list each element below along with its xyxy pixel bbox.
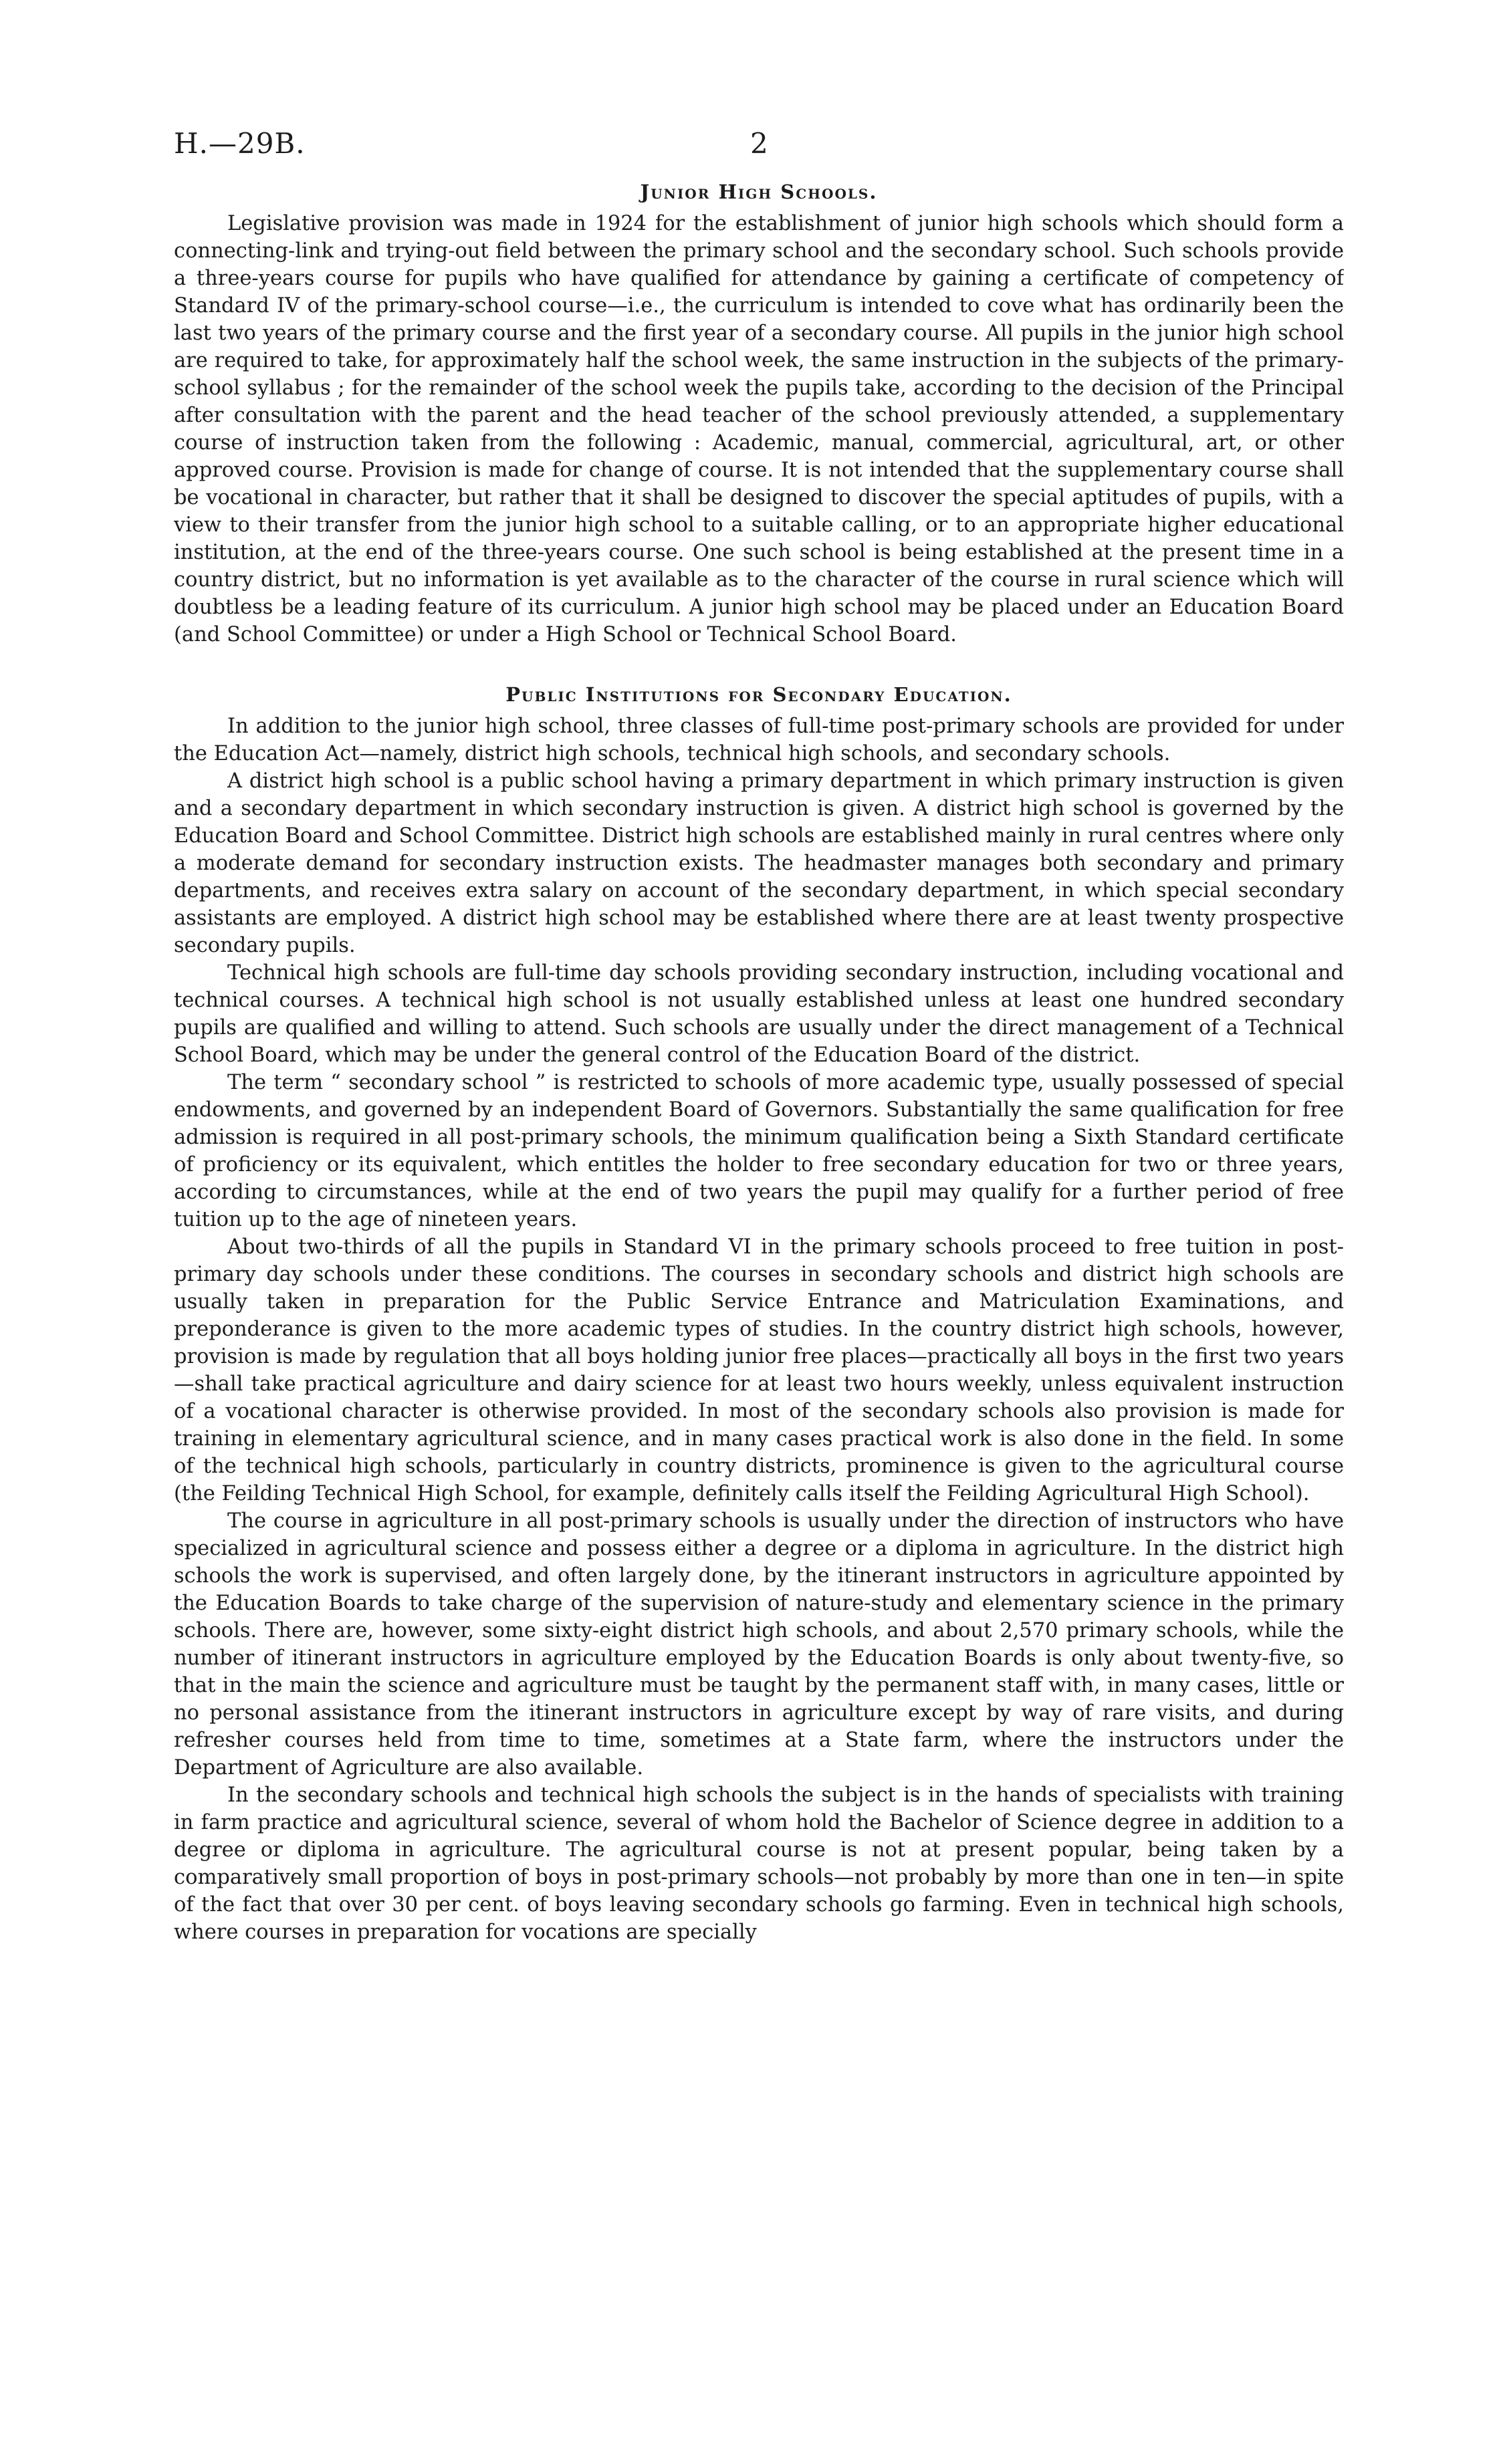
paragraph: Technical high schools are full-time day schools providing secondary instruction, including vocational and technical courses. A technical high school is not usually established unless at least one hundred secondary pupils are qualified and willing to attend. Such schools are usually under the direct management of a Technical School Board, which may be under the general control of the Education Board of the district. xyxy=(174,961,1344,1067)
paragraph: About two-thirds of all the pupils in Standard VI in the primary schools proceed to free tuition in post-primary day schools under these conditions. The courses in secondary schools and district high schools are usually taken in preparation for the Public Service Entrance and Matriculation Examinations, and preponderance is given to the more academic types of studies. In the country district high schools, however, provision is made by regulation that all boys holding junior free places—practically all boys in the first two years—shall take practical agriculture and dairy science for at least two hours weekly, unless equivalent instruction of a vocational character is otherwise provided. In most of the secondary schools also provision is made for training in elementary agricultural science, and in many cases practical work is also done in the field. In some of the technical high schools, particularly in country districts, prominence is given to the agricultural course (the Feilding Technical High School, for example, definitely calls itself the Feilding Agricultural High School). xyxy=(174,1235,1344,1505)
paragraph: A district high school is a public school having a primary department in which primary instruction is given and a secondary department in which secondary instruction is given. A district high school is governed by the Education Board and School Committee. District high schools are established mainly in rural centres where only a moderate demand for secondary instruction exists. The headmaster manages both secondary and primary departments, and receives extra salary on account of the secondary department, in which special secondary assistants are employed. A district high school may be established where there are at least twenty prospective secondary pupils. xyxy=(174,769,1344,957)
paragraph: The course in agriculture in all post-primary schools is usually under the direction of instructors who have specialized in agricultural science and possess either a degree or a diploma in agriculture. In the district high schools the work is supervised, and often largely done, by the itinerant instructors in agriculture appointed by the Education Boards to take charge of the supervision of nature-study and elementary science in the primary schools. There are, however, some sixty-eight district high schools, and about 2,570 primary schools, while the number of itinerant instructors in agriculture employed by the Education Boards is only about twenty-five, so that in the main the science and agriculture must be taught by the permanent staff with, in many cases, little or no personal assistance from the itinerant instructors in agriculture except by way of rare visits, and during refresher courses held from time to time, sometimes at a State farm, where the instructors under the Department of Agriculture are also available. xyxy=(174,1509,1344,1779)
section-title-junior-high-schools: Junior High Schools. xyxy=(640,180,878,203)
document-page xyxy=(174,120,1344,2427)
paragraph: In the secondary schools and technical high schools the subject is in the hands of specialists with training in farm practice and agricultural science, several of whom hold the Bachelor of Science degree in addition to a degree or diploma in agriculture. The agricultural course is not at present popular, being taken by a comparatively small proportion of boys in post-primary schools—not probably by more than one in ten—in spite of the fact that over 30 per cent. of boys leaving secondary schools go farming. Even in technical high schools, where courses in preparation for vocations are specially xyxy=(174,1783,1344,1944)
page-number: 2 xyxy=(750,127,769,160)
paragraph: The term “ secondary school ” is restricted to schools of more academic type, usually possessed of special endowments, and governed by an independent Board of Governors. Substantially the same qualification for free admission is required in all post-primary schools, the minimum qualification being a Sixth Standard certificate of proficiency or its equivalent, which entitles the holder to free secondary education for two or three years, according to circumstances, while at the end of two years the pupil may qualify for a further period of free tuition up to the age of nineteen years. xyxy=(174,1071,1344,1231)
running-head xyxy=(174,120,1344,167)
paragraph: In addition to the junior high school, three classes of full-time post-primary schools are provided for under the Education Act—namely, district high schools, technical high schools, and secondary schools. xyxy=(174,715,1344,765)
paragraph: Legislative provision was made in 1924 for the establishment of junior high schools which should form a connecting-link and trying-out field between the primary school and the secondary school. Such schools provide a three-years course for pupils who have qualified for attendance by gaining a certificate of competency of Standard IV of the primary-school course—i.e., the curriculum is intended to cove what has ordinarily been the last two years of the primary course and the first year of a secondary course. All pupils in the junior high school are required to take, for approximately half the school week, the same instruction in the subjects of the primary-school syllabus ; for the remainder of the school week the pupils take, according to the decision of the Principal after consultation with the parent and the head teacher of the school previously attended, a supplementary course of instruction taken from the following : Academic, manual, commercial, agricultural, art, or other approved course. Provision is made for change of course. It is not intended that the supplementary course shall be vocational in character, but rather that it shall be designed to discover the special aptitudes of pupils, with a view to their transfer from the junior high school to a suitable calling, or to an appropriate higher educational institution, at the end of the three-years course. One such school is being established at the present time in a country district, but no information is yet available as to the character of the course in rural science which will doubtless be a leading feature of its curriculum. A junior high school may be placed under an Education Board (and School Committee) or under a High School or Technical School Board. xyxy=(174,212,1344,646)
document-reference: H.—29B. xyxy=(174,127,306,160)
section-title-public-institutions: Public Institutions for Secondary Education. xyxy=(505,683,1012,706)
